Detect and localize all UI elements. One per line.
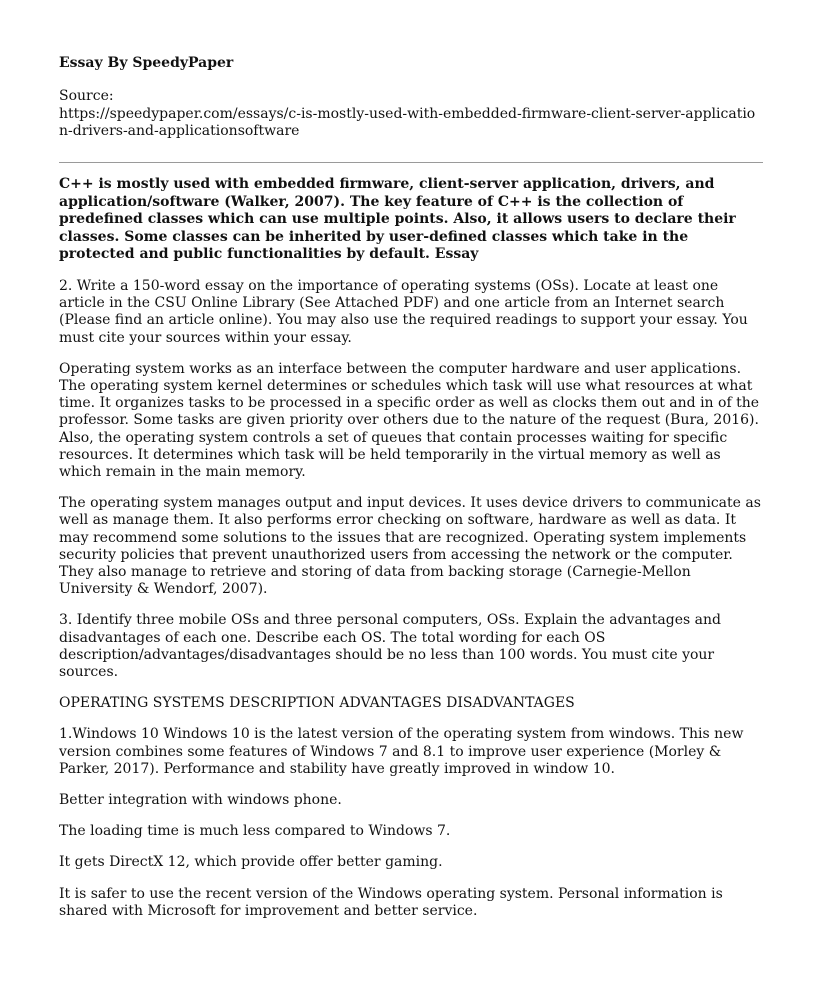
source-block xyxy=(59,88,763,141)
source-url: https://speedypaper.com/essays/c-is-mostly-used-with-embedded-firmware-client-server-application-drivers-and-applicationsoftware xyxy=(59,105,756,139)
paragraph: The operating system manages output and input devices. It uses device drivers to communicate as well as manage them. It also performs error checking on software, hardware as well as data. It may recommend some solutions to the issues that are recognized. Operating system implements security policies that prevent unauthorized users from accessing the network or the computer. They also manage to retrieve and storing of data from backing storage (Carnegie-Mellon University & Wendorf, 2007). xyxy=(59,495,761,598)
source-label: Source: xyxy=(59,88,114,104)
document-body xyxy=(59,278,763,934)
paragraph: OPERATING SYSTEMS DESCRIPTION ADVANTAGES DISADVANTAGES xyxy=(59,695,575,712)
paragraph: Operating system works as an interface between the computer hardware and user applications. The operating system kernel determines or schedules which task will use what resources at what time. It organizes tasks to be processed in a specific order as well as clocks them out and in of the professor. Some tasks are given priority over others due to the nature of the request (Bura, 2016). Also, the operating system controls a set of queues that contain processes waiting for specific resources. It determines which task will be held temporarily in the virtual memory as well as which remain in the main memory. xyxy=(59,360,759,481)
paragraph: Better integration with windows phone. xyxy=(59,792,342,809)
paragraph: 2. Write a 150-word essay on the importance of operating systems (OSs). Locate at least one article in the CSU Online Library (See Attached PDF) and one article from an Internet search (Please find an article online). You may also use the required readings to support your essay. You must cite your sources within your essay. xyxy=(59,278,748,346)
paragraph: 1.Windows 10 Windows 10 is the latest version of the operating system from windows. This new version combines some features of Windows 7 and 8.1 to improve user experience (Morley & Parker, 2017). Performance and stability have greatly improved in window 10. xyxy=(59,726,744,777)
paragraph: It is safer to use the recent version of the Windows operating system. Personal information is shared with Microsoft for improvement and better service. xyxy=(59,885,723,919)
brand-title: Essay By SpeedyPaper xyxy=(59,55,234,71)
document-title: C++ is mostly used with embedded firmware, client-server application, drivers, and application/software (Walker, 2007). The key feature of C++ is the collection of predefined classes which can use multiple points. Also, it allows users to declare their classes. Some classes can be inherited by user-defined classes which take in the protected and public functionalities by default. Essay xyxy=(59,176,736,262)
paragraph: It gets DirectX 12, which provide offer better gaming. xyxy=(59,854,443,871)
paragraph: The loading time is much less compared to Windows 7. xyxy=(59,823,451,840)
divider xyxy=(59,162,763,163)
paragraph: 3. Identify three mobile OSs and three personal computers, OSs. Explain the advantages and disadvantages of each one. Describe each OS. The total wording for each OS description/advantages/disadvantages should be no less than 100 words. You must cite your sources. xyxy=(59,612,721,681)
